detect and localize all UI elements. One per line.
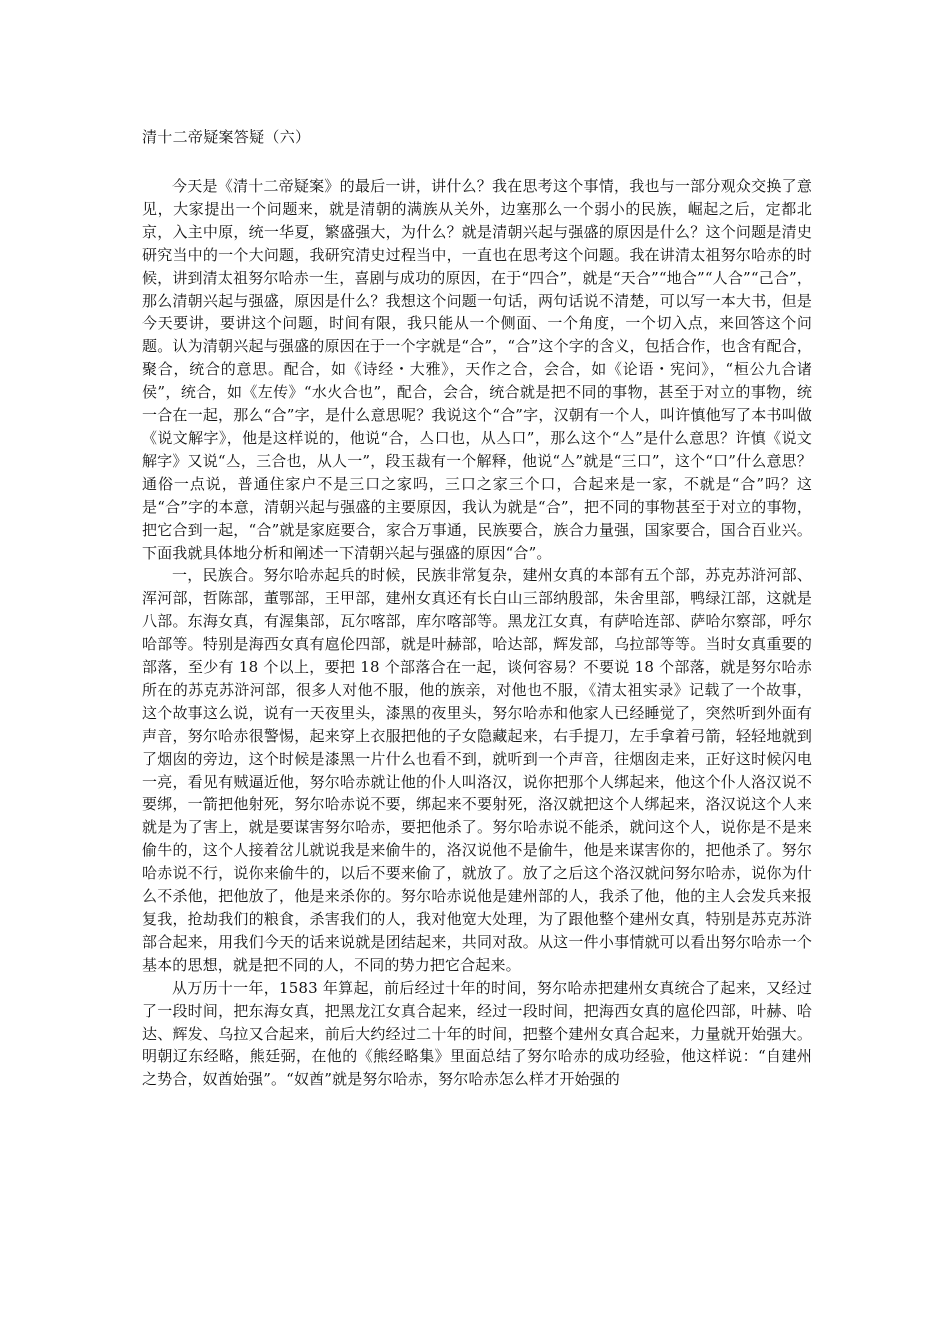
- document-title: 清十二帝疑案答疑（六）: [142, 128, 311, 146]
- paragraph-unification-timeline: 从万历十一年，1583 年算起，前后经过十年的时间，努尔哈赤把建州女真统合了起来，又经过了一段时间，把东海女真，把黑龙江女真合起来，经过一段时间，把海西女真的扈伦四部，叶赫、哈达、辉发、乌拉又合起来，前后大约经过二十年的时间，把整个建州女真合起来，力量就开始强大。明朝辽东经略，熊廷弼，在他的《熊经略集》里面总结了努尔哈赤的成功经验，他这样说：“自建州之势合，奴酋始强”。“奴酋”就是努尔哈赤，努尔哈赤怎么样才开始强的: [142, 978, 812, 1089]
- document-page: [142, 126, 812, 1091]
- paragraph-ethnic-unity: 一，民族合。努尔哈赤起兵的时候，民族非常复杂，建州女真的本部有五个部，苏克苏浒河部、浑河部，哲陈部，董鄂部，王甲部，建州女真还有长白山三部纳殷部，朱舍里部，鸭绿江部，这就是八部。东海女真，有渥集部，瓦尔喀部，库尔喀部等。黑龙江女真，有萨哈连部、萨哈尔察部，呼尔哈部等。特别是海西女真有扈伦四部，就是叶赫部，哈达部，辉发部，乌拉部等等。当时女真重要的部落，至少有 18 个以上，要把 18 个部落合在一起，谈何容易？不要说 18 个部落，就是努尔哈赤所在的苏克苏浒河部，很多人对他不服，他的族亲，对他也不服，《清太祖实录》记载了一个故事，这个故事这么说，说有一天夜里头，漆黑的夜里头，努尔哈赤和他家人已经睡觉了，突然听到外面有声音，努尔哈赤很警惕，起来穿上衣服把他的子女隐藏起来，右手提刀，左手拿着弓箭，轻轻地就到了烟囱的旁边，这个时候是漆黑一片什么也看不到，就听到一个声音，往烟囱走来，正好这时候闪电一亮，看见有贼逼近他，努尔哈赤就让他的仆人叫洛汉，说你把那个人绑起来，他这个仆人洛汉说不要绑，一箭把他射死，努尔哈赤说不要，绑起来不要射死，洛汉就把这个人绑起来，洛汉说这个人来就是为了害上，就是要谋害努尔哈赤，要把他杀了。努尔哈赤说不能杀，就问这个人，说你是不是来偷牛的，这个人接着岔儿就说我是来偷牛的，洛汉说他不是偷牛，他是来谋害你的，把他杀了。努尔哈赤说不行，说你来偷牛的，以后不要来偷了，就放了。放了之后这个洛汉就问努尔哈赤，说你为什么不杀他，把他放了，他是来杀你的。努尔哈赤说他是建州部的人，我杀了他，他的主人会发兵来报复我，抢劫我们的粮食，杀害我们的人，我对他宽大处理，为了跟他整个建州女真，特别是苏克苏浒部合起来，用我们今天的话来说就是团结起来，共同对敌。从这一件小事情就可以看出努尔哈赤一个基本的思想，就是把不同的人，不同的势力把它合起来。: [142, 566, 812, 974]
- paragraph-intro: 今天是《清十二帝疑案》的最后一讲，讲什么？我在思考这个事情，我也与一部分观众交换了意见，大家提出一个问题来，就是清朝的满族从关外，边塞那么一个弱小的民族，崛起之后，定都北京，入主中原，统一华夏，繁盛强大，为什么？就是清朝兴起与强盛的原因是什么？这个问题是清史研究当中的一个大问题，我研究清史过程当中，一直也在思考这个问题。我在讲清太祖努尔哈赤的时候，讲到清太祖努尔哈赤一生，喜剧与成功的原因，在于“四合”，就是“天合”“地合”“人合”“己合”，那么清朝兴起与强盛，原因是什么？我想这个问题一句话，两句话说不清楚，可以写一本大书，但是今天要讲，要讲这个问题，时间有限，我只能从一个侧面、一个角度，一个切入点，来回答这个问题。认为清朝兴起与强盛的原因在于一个字就是“合”，“合”这个字的含义，包括合作，也含有配合，聚合，统合的意思。配合，如《诗经・大雅》，天作之合，会合，如《论语・宪问》，“桓公九合诸侯”，统合，如《左传》“水火合也”，配合，会合，统合就是把不同的事物，甚至于对立的事物，统一合在一起，那么“合”字，是什么意思呢？我说这个“合”字，汉朝有一个人，叫许慎他写了本书叫做《说文解字》，他是这样说的，他说“合，亼口也，从亼口”，那么这个“亼”是什么意思？许慎《说文解字》又说“亼，三合也，从人一”，段玉裁有一个解释，他说“亼”就是“三口”，这个“口”什么意思？通俗一点说，普通住家户不是三口之家吗，三口之家三个口，合起来是一家，不就是“合”吗？这是“合”字的本意，清朝兴起与强盛的主要原因，我认为就是“合”，把不同的事物甚至于对立的事物，把它合到一起，“合”就是家庭要合，家合万事通，民族要合，族合力量强，国家要合，国合百业兴。下面我就具体地分析和阐述一下清朝兴起与强盛的原因“合”。: [142, 177, 812, 562]
